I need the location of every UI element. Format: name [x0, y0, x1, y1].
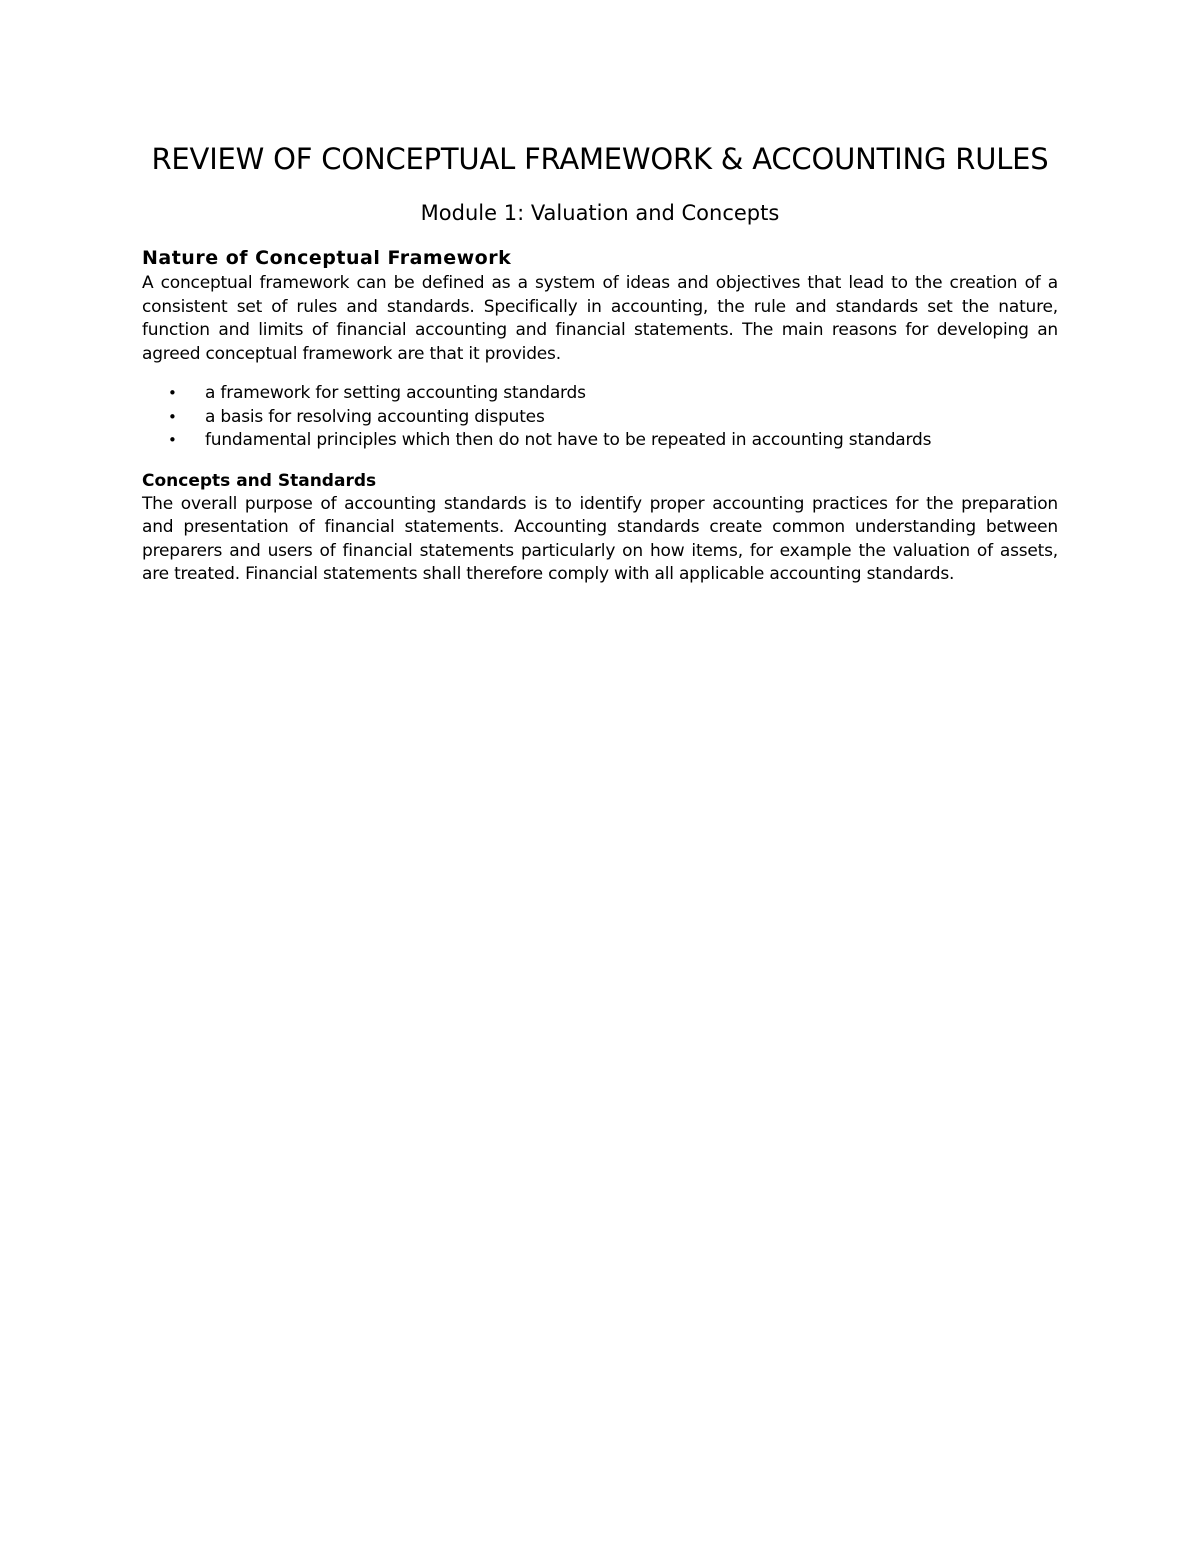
section-paragraph-nature: A conceptual framework can be defined as a system of ideas and objectives that lead to the creation of a consistent set of rules and standards. Specifically in accounting, the rule and standards set the nature, function and limits of financial accounting and financial statements. The main reasons for developing an agreed conceptual framework are that it provides.: [142, 273, 1058, 364]
list-item: [142, 406, 1058, 430]
bullet-icon: •: [168, 431, 177, 449]
module-heading: Module 1: Valuation and Concepts: [420, 201, 780, 225]
reasons-bullet-list: [142, 382, 1058, 453]
list-item: [142, 429, 1058, 453]
list-item-text: a framework for setting accounting standards: [205, 383, 586, 403]
document-page: [142, 138, 1058, 587]
bullet-icon: •: [168, 407, 177, 426]
bullet-icon: •: [168, 384, 177, 402]
section-heading-nature: Nature of Conceptual Framework: [142, 247, 512, 269]
document-title: REVIEW OF CONCEPTUAL FRAMEWORK & ACCOUNTING RULES: [151, 142, 1049, 176]
list-item: [142, 382, 1058, 406]
list-item-text: a basis for resolving accounting disputes: [205, 406, 545, 427]
list-item-text: fundamental principles which then do not have to be repeated in accounting standards: [205, 430, 932, 450]
section-paragraph-concepts: The overall purpose of accounting standards is to identify proper accounting practices for the preparation and presentation of financial statements. Accounting standards create common understanding between preparers and users of financial statements particularly on how items, for example the valuation of assets, are treated. Financial statements shall therefore comply with all applicable accounting standards.: [142, 493, 1058, 584]
section-heading-concepts: Concepts and Standards: [142, 470, 377, 491]
